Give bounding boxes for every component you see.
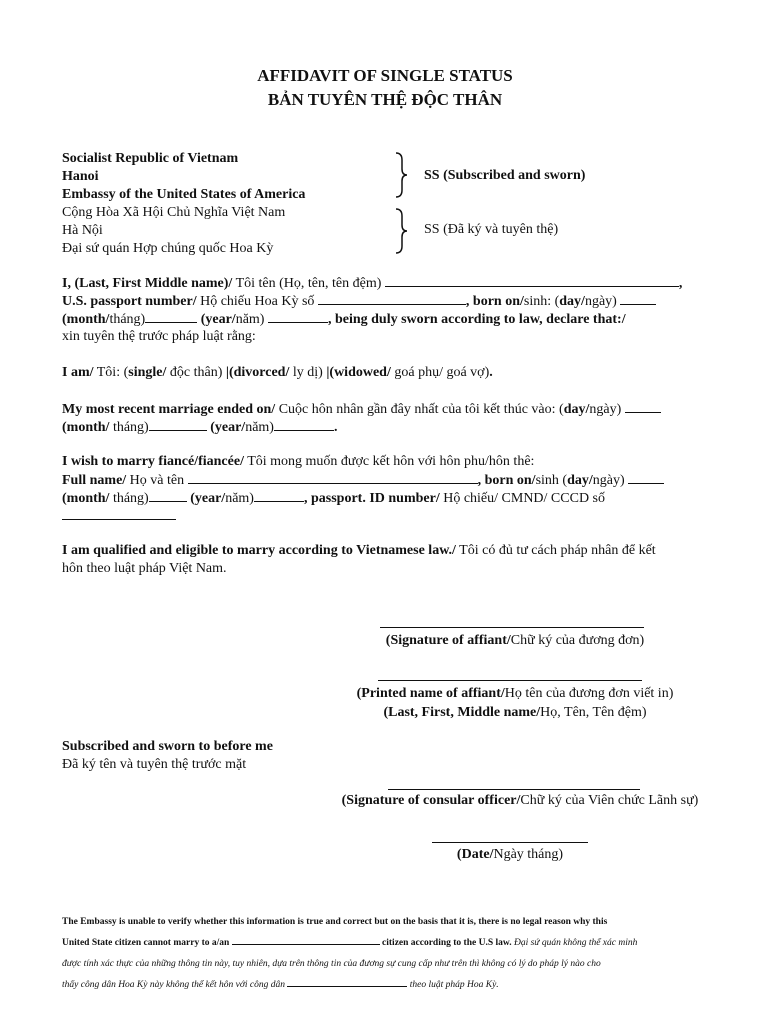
subscribed-vi: Đã ký tên và tuyên thệ trước mặt xyxy=(62,757,247,772)
identity-passport-line: U.S. passport number/ Hộ chiếu Hoa Kỳ số , born on/sinh: (day/ngày) xyxy=(62,292,656,311)
fiance-id-number-field[interactable] xyxy=(62,519,176,520)
ss-en: SS (Subscribed and sworn) xyxy=(424,168,586,183)
venue-embassy: Embassy of the United States of America xyxy=(62,187,306,202)
brace-icon xyxy=(394,208,408,254)
status-line: I am/ Tôi: (single/ độc thân) |(divorced/ ly dị) |(widowed/ goá phụ/ goá vợ). xyxy=(62,365,493,380)
footer-disclaimer: The Embassy is unable to verify whether this information is true and correct but on the basis that it is, there is no legal reason why this United State citizen cannot marry to a/an citizen according to the U.S law. Đại sứ quán không thể xác minh được tính xác thực của những thông tin này, tuy nhiên, dựa trên thông tin của đương sự cung cấp như trên thì không có lý do pháp lý nào cho thấy công dân Hoa Kỳ này không thể kết hôn với công dân theo luật pháp Hoa Kỳ. xyxy=(62,917,638,990)
venue-city-vi: Hà Nội xyxy=(62,223,103,238)
marriage-date-line: (month/ tháng) (year/năm) . xyxy=(62,420,338,435)
passport-number-field[interactable] xyxy=(318,292,466,305)
qualified-line-2: hôn theo luật pháp Việt Nam. xyxy=(62,561,227,576)
date-label: (Date/Ngày tháng) xyxy=(456,847,564,862)
marriage-month-field[interactable] xyxy=(149,418,207,431)
fiance-birth-year-field[interactable] xyxy=(254,489,304,502)
venue-city: Hanoi xyxy=(62,169,99,184)
printed-name-order-label: (Last, First, Middle name/Họ, Tên, Tên đệm) xyxy=(383,705,647,720)
footer-nationality-vi-field[interactable] xyxy=(287,978,407,987)
marriage-day-field[interactable] xyxy=(625,400,661,413)
consular-signature-label: (Signature of consular officer/Chữ ký của Viên chức Lãnh sự) xyxy=(341,793,699,808)
footer-nationality-field[interactable] xyxy=(232,936,380,945)
fiance-full-name-field[interactable] xyxy=(188,471,478,484)
affiant-signature-field[interactable] xyxy=(380,627,644,628)
affiant-signature-label: (Signature of affiant/Chữ ký của đương đơn) xyxy=(385,633,645,648)
ss-vi: SS (Đã ký và tuyên thệ) xyxy=(424,222,559,237)
status-single[interactable]: single/ xyxy=(128,365,167,380)
date-field[interactable] xyxy=(432,842,588,843)
birth-year-field[interactable] xyxy=(268,310,328,323)
fiance-date-line: (month/ tháng) (year/năm) , passport. ID number/ Hộ chiếu/ CMND/ CCCD số xyxy=(62,491,606,506)
brace-icon xyxy=(394,152,408,198)
identity-date-line: (month/tháng) (year/năm) , being duly sworn according to law, declare that:/ xyxy=(62,312,626,327)
identity-sworn-vi: xin tuyên thệ trước pháp luật rằng: xyxy=(62,329,256,344)
fiance-name-line: Full name/ Họ và tên , born on/sinh (day/ngày) xyxy=(62,471,664,490)
qualified-line: I am qualified and eligible to marry according to Vietnamese law./ Tôi có đủ tư cách pháp nhân để kết xyxy=(62,543,656,558)
marriage-ended-line: My most recent marriage ended on/ Cuộc hôn nhân gần đây nhất của tôi kết thúc vào: (day/ngày) xyxy=(62,400,661,419)
venue-country-vi: Cộng Hòa Xã Hội Chủ Nghĩa Việt Nam xyxy=(62,205,286,220)
status-widowed[interactable]: (widowed/ xyxy=(329,365,391,380)
birth-day-field[interactable] xyxy=(620,292,656,305)
birth-month-field[interactable] xyxy=(145,310,197,323)
marriage-year-field[interactable] xyxy=(274,418,334,431)
title-vi: BẢN TUYÊN THỆ ĐỘC THÂN xyxy=(267,90,503,109)
printed-name-field[interactable] xyxy=(378,680,642,681)
venue-country: Socialist Republic of Vietnam xyxy=(62,151,239,166)
last-first-middle-name-field[interactable] xyxy=(385,274,679,287)
venue-en xyxy=(62,150,305,258)
consular-signature-field[interactable] xyxy=(388,789,640,790)
status-divorced[interactable]: (divorced/ xyxy=(228,365,290,380)
title-en: AFFIDAVIT OF SINGLE STATUS xyxy=(257,66,513,85)
fiance-intro-line: I wish to marry fiancé/fiancée/ Tôi mong muốn được kết hôn với hôn phu/hôn thê: xyxy=(62,454,535,469)
identity-name-line: I, (Last, First Middle name)/ Tôi tên (Họ, tên, tên đệm) , xyxy=(62,276,683,291)
subscribed-en: Subscribed and sworn to before me xyxy=(62,739,273,754)
venue-embassy-vi: Đại sứ quán Hợp chúng quốc Hoa Kỳ xyxy=(62,241,274,256)
fiance-birth-month-field[interactable] xyxy=(149,489,187,502)
printed-name-label: (Printed name of affiant/Họ tên của đương đơn viết in) xyxy=(356,686,674,701)
fiance-birth-day-field[interactable] xyxy=(628,471,664,484)
